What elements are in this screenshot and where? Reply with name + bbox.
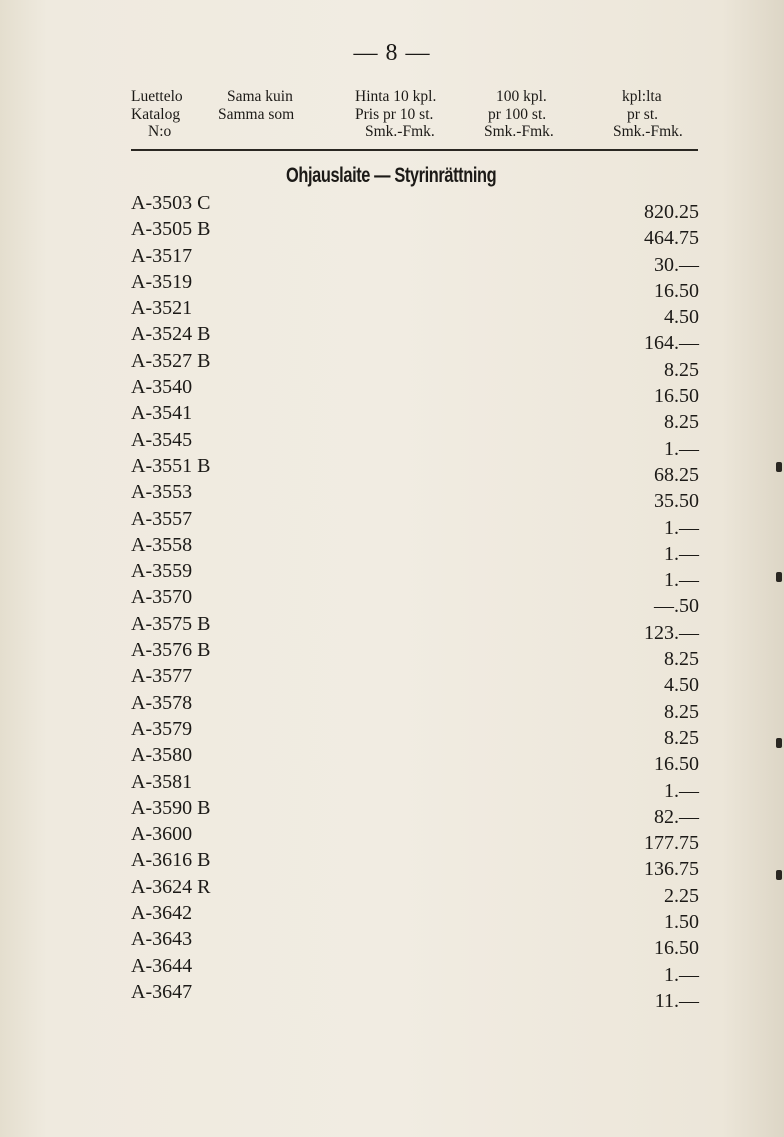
- column-header-line: Luettelo: [131, 88, 183, 105]
- column-header-price-10: [355, 88, 436, 141]
- unit-price: 464.75: [644, 227, 699, 250]
- column-header-line: Smk.-Fmk.: [365, 123, 435, 140]
- unit-price: 4.50: [664, 306, 699, 329]
- catalog-number: A-3644: [131, 954, 193, 977]
- column-header-line: Katalog: [131, 105, 181, 123]
- unit-price: 1.50: [664, 911, 699, 934]
- unit-price: 4.50: [664, 674, 699, 697]
- list-item: [131, 874, 701, 907]
- column-header-line: Smk.-Fmk.: [484, 123, 554, 140]
- column-header-price-100: [484, 88, 554, 141]
- list-item: [131, 427, 701, 460]
- column-header-line: kpl:lta: [622, 88, 662, 105]
- catalog-number: A-3616 B: [131, 849, 211, 872]
- column-header-line: pr st.: [627, 105, 658, 123]
- catalog-number: A-3642: [131, 902, 193, 925]
- catalog-number: A-3590 B: [131, 796, 211, 819]
- unit-price: 1.—: [664, 779, 699, 802]
- list-item: [131, 374, 701, 408]
- catalog-number: A-3540: [131, 376, 193, 399]
- catalog-number: A-3559: [131, 560, 193, 583]
- list-item: [131, 637, 701, 671]
- list-item: [131, 690, 701, 723]
- column-header-line: 100 kpl.: [496, 88, 547, 105]
- column-header-catalog-no: [131, 88, 183, 141]
- unit-price: 164.—: [644, 332, 699, 355]
- unit-price: 136.75: [644, 858, 699, 881]
- catalog-number: A-3578: [131, 691, 193, 714]
- unit-price: 8.25: [664, 700, 699, 723]
- catalog-number: A-3600: [131, 823, 193, 846]
- catalog-number: A-3643: [131, 928, 193, 951]
- unit-price: 1.—: [664, 516, 699, 539]
- catalog-number: A-3575 B: [131, 612, 211, 635]
- catalog-number: A-3545: [131, 428, 193, 451]
- unit-price: 16.50: [654, 753, 699, 776]
- catalog-number: A-3558: [131, 533, 193, 556]
- list-item: [131, 716, 701, 749]
- catalog-number: A-3576 B: [131, 639, 211, 662]
- catalog-number: A-3524 B: [131, 323, 211, 346]
- catalog-number: A-3570: [131, 586, 193, 609]
- unit-price: 177.75: [644, 832, 699, 855]
- parts-list: [131, 190, 701, 1012]
- unit-price: 16.50: [654, 279, 699, 302]
- list-item: [131, 769, 701, 802]
- page-number: — 8 —: [353, 40, 431, 66]
- list-item: [131, 663, 701, 697]
- column-header-line: pr 100 st.: [488, 105, 547, 123]
- unit-price: 2.25: [664, 884, 699, 907]
- list-item: [131, 216, 701, 250]
- list-item: [131, 847, 701, 881]
- section-title: Ohjauslaite — Styrinrättning: [286, 164, 497, 187]
- catalog-number: A-3553: [131, 481, 193, 504]
- list-item: [131, 979, 701, 1012]
- list-item: [131, 295, 701, 329]
- unit-price: 11.—: [654, 989, 699, 1012]
- list-item: [131, 558, 701, 592]
- unit-price: —.50: [654, 595, 699, 618]
- list-item: [131, 506, 701, 539]
- unit-price: 1.—: [664, 569, 699, 592]
- unit-price: 1.—: [664, 542, 699, 565]
- list-item: [131, 321, 701, 355]
- catalog-number: A-3541: [131, 402, 193, 425]
- unit-price: 123.—: [644, 621, 699, 644]
- list-item: [131, 532, 701, 565]
- catalog-number: A-3624 R: [131, 875, 211, 898]
- catalog-number: A-3577: [131, 665, 193, 688]
- list-item: [131, 742, 701, 776]
- unit-price: 820.25: [644, 201, 699, 223]
- unit-price: 8.25: [664, 648, 699, 671]
- list-item: [131, 190, 701, 223]
- unit-price: 35.50: [654, 490, 699, 513]
- catalog-number: A-3519: [131, 270, 193, 293]
- catalog-number: A-3580: [131, 744, 193, 767]
- catalog-number: A-3505 B: [131, 218, 211, 241]
- column-header-line: Pris pr 10 st.: [355, 105, 434, 123]
- catalog-number: A-3503 C: [131, 192, 211, 214]
- column-header-line: Samma som: [218, 105, 295, 123]
- catalog-number: A-3517: [131, 244, 193, 267]
- column-header-price-each: [605, 88, 683, 141]
- catalog-number: A-3647: [131, 980, 193, 1003]
- list-item: [131, 821, 701, 855]
- unit-price: 68.25: [654, 463, 699, 486]
- unit-price: 16.50: [654, 385, 699, 408]
- catalog-number: A-3557: [131, 507, 193, 530]
- column-header-line: Sama kuin: [227, 88, 293, 105]
- list-item: [131, 243, 701, 276]
- list-item: [131, 479, 701, 513]
- unit-price: 16.50: [654, 937, 699, 960]
- unit-price: 82.—: [654, 805, 699, 828]
- list-item: [131, 611, 701, 644]
- page-edge-mark: [776, 870, 782, 880]
- list-item: [131, 269, 701, 302]
- column-header-same-as: [218, 88, 294, 123]
- list-item: [131, 453, 701, 486]
- page-edge-mark: [776, 462, 782, 472]
- list-item: [131, 348, 701, 381]
- unit-price: 1.—: [664, 963, 699, 986]
- catalog-number: A-3551 B: [131, 454, 211, 477]
- column-header-line: Hinta 10 kpl.: [355, 88, 437, 105]
- catalog-number: A-3521: [131, 297, 193, 320]
- page-edge-mark: [776, 572, 782, 582]
- unit-price: 30.—: [654, 253, 699, 276]
- column-header-line: N:o: [148, 123, 172, 140]
- unit-price: 8.25: [664, 358, 699, 381]
- catalog-number: A-3527 B: [131, 349, 211, 372]
- list-item: [131, 953, 701, 986]
- unit-price: 8.25: [664, 726, 699, 749]
- header-divider: [131, 149, 698, 151]
- list-item: [131, 400, 701, 434]
- page-edge-mark: [776, 738, 782, 748]
- column-header-line: Smk.-Fmk.: [613, 123, 683, 140]
- catalog-number: A-3579: [131, 717, 193, 740]
- list-item: [131, 584, 701, 618]
- unit-price: 8.25: [664, 411, 699, 434]
- list-item: [131, 900, 701, 934]
- unit-price: 1.—: [664, 437, 699, 460]
- catalog-number: A-3581: [131, 770, 193, 793]
- list-item: [131, 795, 701, 828]
- list-item: [131, 926, 701, 960]
